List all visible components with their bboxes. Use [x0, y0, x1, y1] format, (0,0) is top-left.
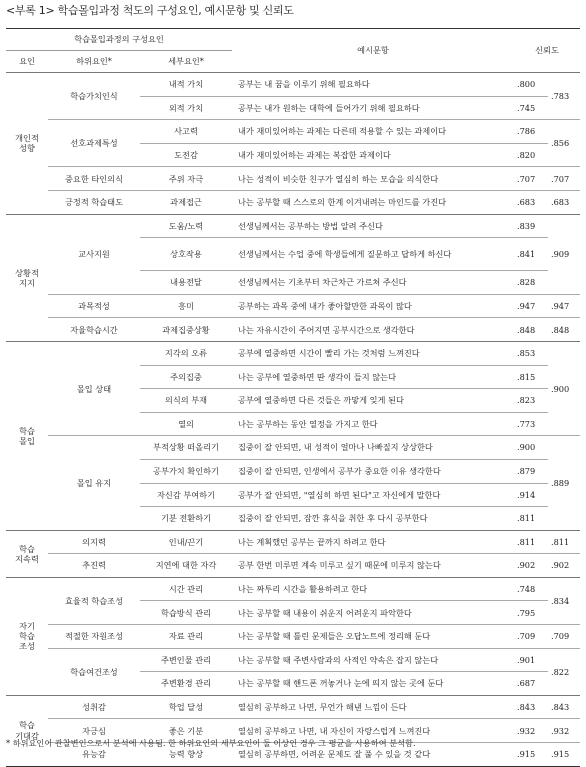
reliability-item-cell: .800: [514, 73, 548, 97]
reliability-item-cell: .815: [514, 365, 548, 389]
example-cell: 나는 공부하는 동안 열정을 가지고 한다: [232, 412, 514, 436]
reliability-factor-cell: .709: [548, 625, 580, 649]
example-cell: 나는 계획했던 공부는 끝까지 하려고 한다: [232, 530, 514, 554]
subfactor-cell: 학습여건조성: [48, 648, 140, 695]
detail-cell: 주의집중: [140, 365, 232, 389]
reliability-item-cell: .745: [514, 96, 548, 120]
factor-cell: 학습 지속력: [6, 530, 48, 577]
reliability-item-cell: .683: [514, 190, 548, 214]
header-group: 학습몰입과정의 구성요인: [6, 29, 232, 51]
reliability-item-cell: .947: [514, 294, 548, 318]
table-row: [6, 214, 580, 238]
table-row: [6, 120, 580, 144]
reliability-item-cell: .773: [514, 412, 548, 436]
example-cell: 내가 재미있어하는 과제는 복잡한 과제이다: [232, 143, 514, 167]
example-cell: 집중이 잘 안되면, 잠깐 휴식을 취한 후 다시 공부한다: [232, 507, 514, 531]
example-cell: 나는 공부에 열중하면 딴 생각이 들지 않는다: [232, 365, 514, 389]
reliability-factor-cell: .902: [548, 554, 580, 578]
table-row: [6, 554, 580, 578]
detail-cell: 공부가치 확인하기: [140, 459, 232, 483]
detail-cell: 학업 달성: [140, 695, 232, 719]
reliability-factor-cell: .848: [548, 318, 580, 342]
subfactor-cell: 선호과제특성: [48, 120, 140, 167]
table-row: [6, 167, 580, 191]
reliability-item-cell: .687: [514, 672, 548, 696]
table-row: [6, 577, 580, 601]
example-cell: 공부 한번 미루면 계속 미루고 싶기 때문에 미루지 않는다: [232, 554, 514, 578]
table-title: <부록 1> 학습몰입과정 척도의 구성요인, 예시문항 및 신뢰도: [6, 4, 294, 17]
reliability-item-cell: .828: [514, 271, 548, 295]
reliability-item-cell: .879: [514, 459, 548, 483]
detail-cell: 주변환경 관리: [140, 672, 232, 696]
example-cell: 선생님께서는 수업 중에 학생들에게 질문하고 답하게 하신다: [232, 238, 514, 271]
header-sub: 하위요인*: [76, 56, 112, 67]
example-cell: 열심히 공부하고 나면, 내 자신이 자랑스럽게 느껴진다: [232, 719, 514, 743]
subfactor-cell: 효율적 학습조성: [48, 577, 140, 624]
detail-cell: 외적 가치: [140, 96, 232, 120]
example-cell: 나는 공부할 때 스스로의 한계 이겨내려는 마인드를 가진다: [232, 190, 514, 214]
example-cell: 나는 자유시간이 주어지면 공부시간으로 생각한다: [232, 318, 514, 342]
subfactor-cell: 자율학습시간: [48, 318, 140, 342]
table-body: [6, 73, 580, 767]
reliability-item-cell: .901: [514, 648, 548, 672]
example-cell: 열심히 공부하고 나면, 무언가 해낸 느낌이 든다: [232, 695, 514, 719]
reliability-item-cell: .820: [514, 143, 548, 167]
table-row: [6, 341, 580, 365]
header-example: 예시문항: [232, 29, 514, 73]
example-cell: 나는 짜투리 시간을 활용하려고 한다: [232, 577, 514, 601]
detail-cell: 지각의 오류: [140, 341, 232, 365]
detail-cell: 자신감 부여하기: [140, 483, 232, 507]
reliability-item-cell: .795: [514, 601, 548, 625]
detail-cell: 도전감: [140, 143, 232, 167]
table-row: [6, 73, 580, 97]
reliability-factor-cell: .915: [548, 743, 580, 767]
example-cell: 공부는 내가 원하는 대학에 들어가기 위해 필요하다: [232, 96, 514, 120]
subfactor-cell: 성취감: [48, 695, 140, 719]
reliability-factor-cell: .889: [548, 436, 580, 530]
factor-cell: 상황적 지지: [6, 214, 48, 341]
reliability-factor-cell: .783: [548, 73, 580, 120]
table-row: [6, 625, 580, 649]
example-cell: 나는 공부할 때 내용이 쉬운지 어려운지 파악한다: [232, 601, 514, 625]
detail-cell: 주위 자극: [140, 167, 232, 191]
detail-cell: 의식의 부재: [140, 389, 232, 413]
factor-cell: 자기 학습 조성: [6, 577, 48, 695]
reliability-factor-cell: .834: [548, 577, 580, 624]
table-row: [6, 648, 580, 672]
factor-cell: 학습 기대감: [6, 695, 48, 766]
table-row: [6, 530, 580, 554]
example-cell: 나는 공부할 때 핸드폰 꺼놓거나 눈에 띄지 않는 곳에 둔다: [232, 672, 514, 696]
example-cell: 집중이 잘 안되면, 내 성적이 얼마나 나빠질지 상상한다: [232, 436, 514, 460]
detail-cell: 내적 가치: [140, 73, 232, 97]
reliability-item-cell: .839: [514, 214, 548, 238]
reliability-factor-cell: .909: [548, 214, 580, 294]
example-cell: 공부하는 과목 중에 내가 좋아할만한 과목이 많다: [232, 294, 514, 318]
reliability-item-cell: .709: [514, 625, 548, 649]
detail-cell: 좋은 기분: [140, 719, 232, 743]
reliability-item-cell: .848: [514, 318, 548, 342]
reliability-item-cell: .843: [514, 695, 548, 719]
reliability-table: [6, 28, 580, 767]
reliability-item-cell: .811: [514, 530, 548, 554]
example-cell: 공부에 열중하면 다른 것들은 까맣게 잊게 된다: [232, 389, 514, 413]
reliability-item-cell: .915: [514, 743, 548, 767]
example-cell: 나는 성적이 비슷한 친구가 열심히 하는 모습을 의식한다: [232, 167, 514, 191]
reliability-item-cell: .823: [514, 389, 548, 413]
factor-cell: 개인적 성향: [6, 73, 48, 215]
example-cell: 나는 공부할 때 주변사람과의 사적인 약속은 잡지 않는다: [232, 648, 514, 672]
reliability-item-cell: .786: [514, 120, 548, 144]
subfactor-cell: 추진력: [48, 554, 140, 578]
table-row: [6, 436, 580, 460]
detail-cell: 학습방식 관리: [140, 601, 232, 625]
reliability-factor-cell: .932: [548, 719, 580, 743]
header-reliability: 신뢰도: [514, 29, 580, 73]
detail-cell: 흥미: [140, 294, 232, 318]
subfactor-cell: 과목적성: [48, 294, 140, 318]
subfactor-cell: 교사지원: [48, 214, 140, 294]
detail-cell: 사고력: [140, 120, 232, 144]
reliability-factor-cell: .947: [548, 294, 580, 318]
detail-cell: 과제접근: [140, 190, 232, 214]
header-detail: 세부요인*: [168, 56, 204, 67]
detail-cell: 과제집중상황: [140, 318, 232, 342]
subfactor-cell: 학습가치인식: [48, 73, 140, 120]
subfactor-cell: 몰입 상태: [48, 341, 140, 435]
reliability-item-cell: .707: [514, 167, 548, 191]
subfactor-cell: 유능감: [48, 743, 140, 767]
reliability-factor-cell: .707: [548, 167, 580, 191]
reliability-factor-cell: .856: [548, 120, 580, 167]
footnote: * 하위요인이 관찰변인으로서 분석에 사용됨. 한 하위요인의 세부요인이 둘 이상인 경우 그 평균을 사용하여 분석함.: [6, 738, 416, 748]
example-cell: 집중이 잘 안되면, 인생에서 공부가 중요한 이유 생각한다: [232, 459, 514, 483]
header-factor: 요인: [19, 56, 35, 67]
detail-cell: 시간 관리: [140, 577, 232, 601]
table-row: [6, 294, 580, 318]
detail-cell: 내용전달: [140, 271, 232, 295]
reliability-factor-cell: .811: [548, 530, 580, 554]
table-row: [6, 695, 580, 719]
reliability-factor-cell: .683: [548, 190, 580, 214]
reliability-factor-cell: .822: [548, 648, 580, 695]
reliability-item-cell: .902: [514, 554, 548, 578]
detail-cell: 부적상황 떠올리기: [140, 436, 232, 460]
subfactor-cell: 몰입 유지: [48, 436, 140, 530]
subfactor-cell: 중요한 타인의식: [48, 167, 140, 191]
example-cell: 공부에 열중하면 시간이 빨리 가는 것처럼 느껴진다: [232, 341, 514, 365]
subfactor-cell: 의지력: [48, 530, 140, 554]
detail-cell: 열의: [140, 412, 232, 436]
reliability-item-cell: .932: [514, 719, 548, 743]
factor-cell: 학습 몰입: [6, 341, 48, 530]
reliability-item-cell: .914: [514, 483, 548, 507]
reliability-item-cell: .841: [514, 238, 548, 271]
detail-cell: 자료 관리: [140, 625, 232, 649]
subfactor-cell: 적절한 자원조성: [48, 625, 140, 649]
example-cell: 열심히 공부하면, 어려운 문제도 잘 풀 수 있을 것 같다: [232, 743, 514, 767]
detail-cell: 상호작용: [140, 238, 232, 271]
table-row: [6, 318, 580, 342]
reliability-factor-cell: .843: [548, 695, 580, 719]
example-cell: 나는 공부할 때 틀린 문제들은 오답노트에 정리해 둔다: [232, 625, 514, 649]
reliability-item-cell: .748: [514, 577, 548, 601]
example-cell: 공부는 내 꿈을 이루기 위해 필요하다: [232, 73, 514, 97]
detail-cell: 인내/끈기: [140, 530, 232, 554]
subfactor-cell: 자긍심: [48, 719, 140, 743]
reliability-factor-cell: .900: [548, 341, 580, 435]
reliability-item-cell: .811: [514, 507, 548, 531]
reliability-item-cell: .853: [514, 341, 548, 365]
reliability-item-cell: .900: [514, 436, 548, 460]
example-cell: 내가 재미있어하는 과제는 다른데 적용할 수 있는 과제이다: [232, 120, 514, 144]
table-row: [6, 190, 580, 214]
detail-cell: 도움/노력: [140, 214, 232, 238]
example-cell: 선생님께서는 기초부터 차근차근 가르쳐 주신다: [232, 271, 514, 295]
subfactor-cell: 긍정적 학습태도: [48, 190, 140, 214]
detail-cell: 능력 향상: [140, 743, 232, 767]
detail-cell: 주변인물 관리: [140, 648, 232, 672]
example-cell: 선생님께서는 공부하는 방법 알려 주신다: [232, 214, 514, 238]
example-cell: 공부가 잘 안되면, "열심히 하면 된다"고 자신에게 말한다: [232, 483, 514, 507]
detail-cell: 지연에 대한 자각: [140, 554, 232, 578]
detail-cell: 기분 전환하기: [140, 507, 232, 531]
